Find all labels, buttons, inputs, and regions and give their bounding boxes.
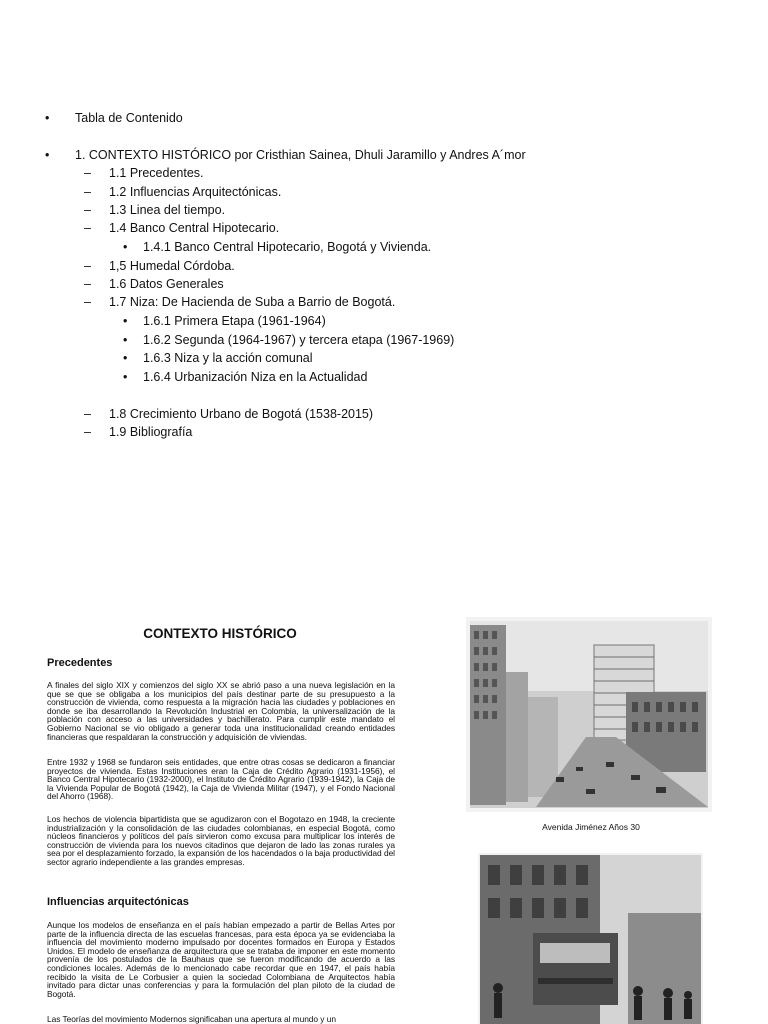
toc-item-1-7[interactable]: 1.7 Niza: De Hacienda de Suba a Barrio de Bogotá. [109,295,396,309]
photo-caption: Avenida Jiménez Años 30 [542,822,640,832]
toc-item-1-6-2[interactable]: 1.6.2 Segunda (1964-1967) y tercera etapa (1967-1969) [143,333,455,347]
tram-illustration [478,853,703,1024]
dash-marker: – [84,185,91,199]
precedentes-heading: Precedentes [47,657,113,669]
bullet-marker: • [123,333,128,347]
tranvia-photo [478,853,703,1024]
paragraph-influencias-1: Aunque los modelos de enseñanza en el país habían empezado a partir de Bellas Artes por parte de la influencia directa de las escuelas francesas, para esta época ya se evidenciaba la influencia del movimiento moderno impulsado por docentes formados en Europa y Estados Unidos. El modelo de enseñanza de arquitectura que se trataba de imponer en este momento provenía de los postulados de la Bauhaus que se fueron modificando de acuerdo a las condiciones locales. Además de lo mencionado cabe recordar que en 1947, el país había recibido la visita de Le Corbusier a quien la sociedad Colombiana de Arquitectos había invitado para dictar unas conferencias y para la formulación del plan piloto de la ciudad de Bogotá. [47,920,395,999]
avenida-jimenez-photo [466,617,712,812]
bullet-marker: • [45,111,50,125]
dash-marker: – [84,407,91,421]
toc-item-contexto[interactable]: 1. CONTEXTO HISTÓRICO por Cristhian Sainea, Dhuli Jaramillo y Andres A´mor [75,148,526,162]
paragraph-influencias-2: Las Teorías del movimiento Modernos significaban una apertura al mundo y un [47,1014,336,1024]
dash-marker: – [84,166,91,180]
toc-item-1-6-1[interactable]: 1.6.1 Primera Etapa (1961-1964) [143,314,326,328]
toc-item-1-6-4[interactable]: 1.6.4 Urbanización Niza en la Actualidad [143,370,368,384]
paragraph-precedentes-3: Los hechos de violencia bipartidista que se agudizaron con el Bogotazo en 1948, la creciente industrialización y la consolidación de las ciudades colombianas, en especial Bogotá, como núcleos financieros y políticos del país sirvieron como excusa para multiplicar los interés de construcción de vivienda para los nuevos citadinos que dejaron de lado las zonas rurales ya sea por el desplazamiento forzado, la expansión de los hacendados o la baja productividad del sector agrario independiente a las grandes empresas. [47,814,395,867]
paragraph-precedentes-1: A finales del siglo XIX y comienzos del siglo XX se abrió paso a una nueva legislación en la que se que se obligaba a los municipios del país destinar parte de su presupuesto a la construcción de vivienda, como respuesta a la migración hacia las ciudades y poblaciones en donde se iba desarrollando la Revolución Industrial en Colombia, la universalización de la población con acceso a las universidades y bachillerato. Para cumplir este mandato el Gobierno Nacional se vio obligado a generar toda una institucionalidad creando entidades financieras que respaldaran la construcción y adquisición de viviendas. [47,680,395,742]
paragraph-precedentes-2: Entre 1932 y 1968 se fundaron seis entidades, que entre otras cosas se dedicaron a financiar proyectos de vivienda. Estas Instituciones eran la Caja de Crédito Agrario (1931-1956), el Banco Central Hipotecario (1932-2000), el Instituto de Crédito Agrario (1939-1942), la Caja de la Vivienda Popular de Bogotá (1942), la Caja de Vivienda Militar (1947), y el Fondo Nacional del Ahorro (1968). [47,757,395,802]
toc-item-1-2[interactable]: 1.2 Influencias Arquitectónicas. [109,185,282,199]
bullet-marker: • [123,314,128,328]
dash-marker: – [84,425,91,439]
dash-marker: – [84,259,91,273]
toc-item-1-4-1[interactable]: 1.4.1 Banco Central Hipotecario, Bogotá y Vivienda. [143,240,432,254]
toc-item-tabla[interactable]: Tabla de Contenido [75,111,183,125]
dash-marker: – [84,203,91,217]
toc-item-1-8[interactable]: 1.8 Crecimiento Urbano de Bogotá (1538-2015) [109,407,374,421]
toc-item-1-3[interactable]: 1.3 Linea del tiempo. [109,203,226,217]
bullet-marker: • [45,148,50,162]
influencias-heading: Influencias arquitectónicas [47,896,189,908]
toc-item-1-9[interactable]: 1.9 Bibliografía [109,425,193,439]
section-title: CONTEXTO HISTÓRICO [143,626,297,641]
bullet-marker: • [123,351,128,365]
bullet-marker: • [123,370,128,384]
toc-item-1-6-3[interactable]: 1.6.3 Niza y la acción comunal [143,351,313,365]
dash-marker: – [84,295,91,309]
toc-item-1-6[interactable]: 1.6 Datos Generales [109,277,224,291]
toc-item-1-1[interactable]: 1.1 Precedentes. [109,166,204,180]
photo-illustration [466,617,712,812]
dash-marker: – [84,277,91,291]
bullet-marker: • [123,240,128,254]
toc-item-1-5[interactable]: 1,5 Humedal Córdoba. [109,259,235,273]
toc-item-1-4[interactable]: 1.4 Banco Central Hipotecario. [109,221,280,235]
dash-marker: – [84,221,91,235]
